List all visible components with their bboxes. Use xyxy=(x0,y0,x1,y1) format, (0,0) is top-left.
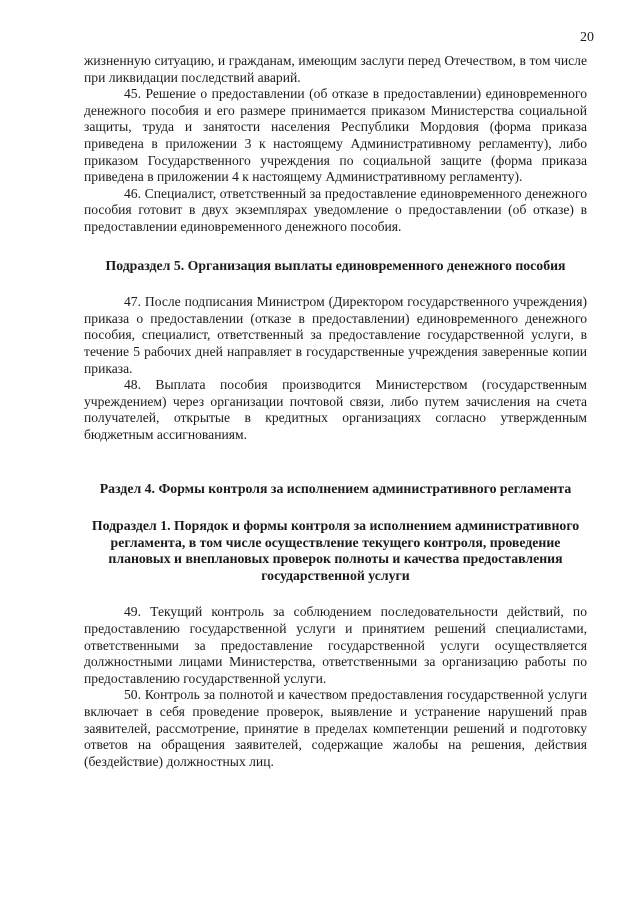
heading-section-4: Раздел 4. Формы контроля за исполнением административного регламента xyxy=(99,481,572,497)
paragraph-50: 50. Контроль за полнотой и качеством предоставления государственной услуги включает в себя проведение проверок, выявление и устранение нарушений прав заявителей, рассмотрение, принятие в пределах компетенции решений и подготовку ответов на обращения заявителей, содержащие жалобы на решения, действия (бездействие) должностных лиц. xyxy=(84,687,587,769)
spacer xyxy=(84,274,587,294)
heading-subsection-5: Подраздел 5. Организация выплаты единовременного денежного пособия xyxy=(105,257,566,273)
paragraph-47: 47. После подписания Министром (Директором государственного учреждения) приказа о предоставлении (отказе в предоставлении) единовременного денежного пособия, специалист, ответственный за предоставление государственной услуги, в течение 5 рабочих дней направляет в государственные учреждения заверенные копии приказа. xyxy=(84,294,587,376)
spacer xyxy=(84,443,587,481)
page-body xyxy=(84,53,587,770)
paragraph-49: 49. Текущий контроль за соблюдением последовательности действий, по предоставлению государственной услуги и принятием решений специалистами, ответственными за предоставление государственной услуги осуществляется должностными лицами Министерства, ответственными за организацию работы по предоставлению государственной услуги. xyxy=(84,604,587,686)
paragraph-46: 46. Специалист, ответственный за предоставление единовременного денежного пособия готовит в двух экземплярах уведомление о предоставлении (об отказе) в предоставлении единовременного денежного пособия. xyxy=(84,185,587,234)
paragraph-48: 48. Выплата пособия производится Министерством (государственным учреждением) через организации почтовой связи, либо путем зачисления на счета получателей, открытые в кредитных организациях согласно утвержденным бюджетным ассигнованиям. xyxy=(84,377,587,442)
paragraph-continuation: жизненную ситуацию, и гражданам, имеющим заслуги перед Отечеством, в том числе при ликвидации последствий аварий. xyxy=(84,53,587,85)
spacer xyxy=(84,498,587,518)
paragraph-45: 45. Решение о предоставлении (об отказе в предоставлении) единовременного денежного пособия и его размере принимается приказом Министерства социальной защиты, труда и занятости населения Республики Мордовия (форма приказа приведена в приложении 3 к настоящему Административному регламенту), либо приказом Государственного учреждения по социальной защите (форма приказа приведена в приложении 4 к настоящему Административному регламенту). xyxy=(84,86,587,185)
heading-subsection-1: Подраздел 1. Порядок и формы контроля за исполнением административного регламента, в том числе осуществление текущего контроля, проведение плановых и внеплановых проверок полноты и качества предоставления государственной услуги xyxy=(91,518,580,583)
spacer xyxy=(84,584,587,604)
page-number: 20 xyxy=(580,30,594,45)
spacer xyxy=(84,236,587,258)
